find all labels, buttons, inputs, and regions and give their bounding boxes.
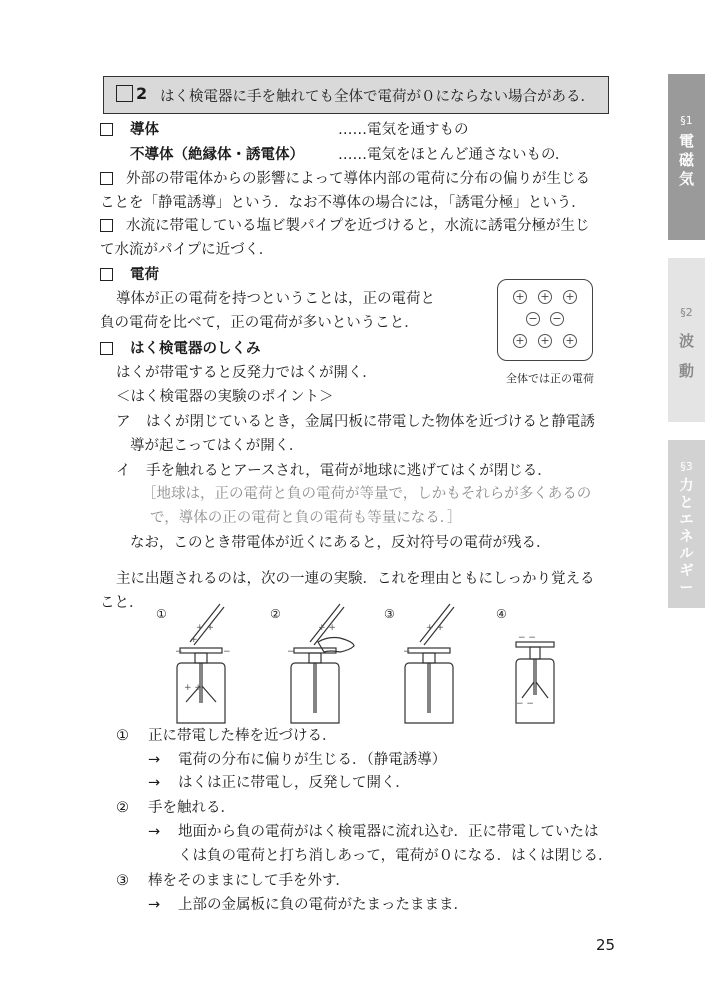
step-title: 正に帯電した棒を近づける． — [148, 728, 337, 744]
point-a-line: 導が起こってはくが開く． — [130, 438, 304, 454]
conductor-desc: ……電気を通すもの — [338, 122, 469, 138]
svg-text:+: + — [190, 635, 198, 645]
plus-charge-icon: + — [513, 290, 527, 304]
residual-line: なお，このとき帯電体が近くにあると，反対符号の電荷が残る． — [130, 535, 551, 551]
electroscope-heading: はく検電器のしくみ — [130, 341, 261, 357]
step-number: ① — [116, 728, 129, 744]
svg-text:+ +: + + — [426, 623, 444, 633]
tab-waves[interactable] — [668, 258, 705, 422]
induction-line: 外部の帯電体からの影響によって導体内部の電荷に分布の偏りが生じる — [126, 171, 590, 187]
step-result: はくは正に帯電し，反発して開く． — [178, 775, 410, 791]
svg-text:+ +: + + — [184, 683, 202, 693]
electroscope-experiment-figure — [150, 602, 590, 730]
charge-line: 負の電荷を比べて，正の電荷が多いということ． — [100, 315, 419, 331]
minus-charge-icon: − — [550, 312, 564, 326]
step-result: くは負の電荷と打ち消しあって，電荷が０になる．はくは閉じる． — [178, 848, 613, 864]
section-header — [103, 76, 609, 114]
svg-text:+ +: + + — [318, 623, 336, 633]
plus-charge-icon: + — [538, 334, 552, 348]
figure-label-3: ③ — [384, 607, 395, 621]
svg-text:− −: − − — [518, 633, 536, 643]
charge-line: 導体が正の電荷を持つということは，正の電荷と — [116, 291, 435, 307]
point-a-line: はくが閉じているとき，金属円板に帯電した物体を近づけると静電誘 — [146, 414, 595, 430]
tab-electromagnetism[interactable] — [668, 74, 705, 240]
figure-label-2: ② — [270, 607, 281, 621]
plus-charge-icon: + — [513, 334, 527, 348]
figure-label-4: ④ — [496, 607, 507, 621]
note-line: で，導体の正の電荷と負の電荷も等量になる．］ — [150, 510, 462, 526]
figure-caption: 全体では正の電荷 — [506, 372, 594, 385]
main-line: 主に出題されるのは，次の一連の実験．これを理由ともにしっかり覚える — [116, 571, 595, 587]
plus-charge-icon: + — [563, 290, 577, 304]
tab-label: 波 動 — [678, 332, 694, 380]
charge-heading: 電荷 — [130, 267, 159, 283]
water-line: 水流に帯電している塩ビ製パイプを近づけると，水流に誘電分極が生じ — [126, 218, 590, 234]
arrow-icon: → — [148, 752, 161, 768]
arrow-icon: → — [148, 824, 161, 840]
charge-diagram — [497, 279, 593, 361]
minus-charge-icon: − — [526, 312, 540, 326]
tab-section-number: §2 — [680, 306, 693, 319]
point-a-label: ア — [116, 414, 131, 430]
checkbox-icon — [116, 85, 133, 102]
insulator-term: 不導体（絶縁体・誘電体） — [130, 147, 304, 163]
plus-charge-icon: + — [538, 290, 552, 304]
checkbox-icon — [100, 340, 113, 360]
step-result: 地面から負の電荷がはく検電器に流れ込む．正に帯電していたは — [178, 824, 599, 840]
electroscope-line: はくが帯電すると反発力ではくが開く． — [116, 365, 377, 381]
step-title: 手を触れる． — [148, 800, 235, 816]
step-number: ② — [116, 800, 129, 816]
induction-line: ことを「静電誘導」という．なお不導体の場合には，「誘電分極」という． — [100, 195, 586, 211]
page-number: 25 — [596, 936, 616, 954]
step-result: 上部の金属板に負の電荷がたまったままま． — [178, 897, 468, 913]
water-line: て水流がパイプに近づく． — [100, 242, 274, 258]
tab-label: 力 と エ ネ ル ギ ー — [679, 478, 694, 596]
arrow-icon: → — [148, 897, 161, 913]
point-i-line: 手を触れるとアースされ，電荷が地球に逃げてはくが閉じる． — [146, 463, 552, 479]
checkbox-icon — [100, 266, 113, 286]
plus-charge-icon: + — [563, 334, 577, 348]
svg-text:−: − — [403, 647, 411, 657]
points-heading: ＜はく検電器の実験のポイント＞ — [116, 389, 334, 405]
main-line: こと． — [100, 595, 144, 611]
svg-text:−: − — [223, 647, 231, 657]
tab-label: 電 磁 気 — [678, 132, 694, 188]
tab-section-number: §3 — [680, 460, 693, 473]
figure-label-1: ① — [156, 607, 167, 621]
header-number: 2 — [136, 84, 148, 103]
checkbox-icon — [100, 121, 113, 141]
point-i-label: イ — [116, 463, 131, 479]
step-result: 電荷の分布に偏りが生じる．（静電誘導） — [178, 752, 447, 768]
svg-text:− −: − − — [516, 699, 534, 709]
header-title: はく検電器に手を触れても全体で電荷が０にならない場合がある． — [160, 89, 595, 105]
checkbox-icon — [100, 170, 113, 190]
note-line: ［地球は，正の電荷と負の電荷が等量で，しかもそれらが多くあるの — [142, 486, 592, 502]
tab-section-number: §1 — [680, 114, 693, 127]
svg-text:−: − — [175, 647, 183, 657]
tab-force-energy[interactable] — [668, 440, 705, 608]
svg-text:−: − — [287, 647, 295, 657]
step-title: 棒をそのままにして手を外す． — [148, 873, 350, 889]
checkbox-icon — [100, 217, 113, 237]
svg-text:+ +: + + — [196, 623, 214, 633]
conductor-term: 導体 — [130, 122, 159, 138]
arrow-icon: → — [148, 775, 161, 791]
insulator-desc: ……電気をほとんど通さないもの． — [338, 147, 570, 163]
step-number: ③ — [116, 873, 129, 889]
